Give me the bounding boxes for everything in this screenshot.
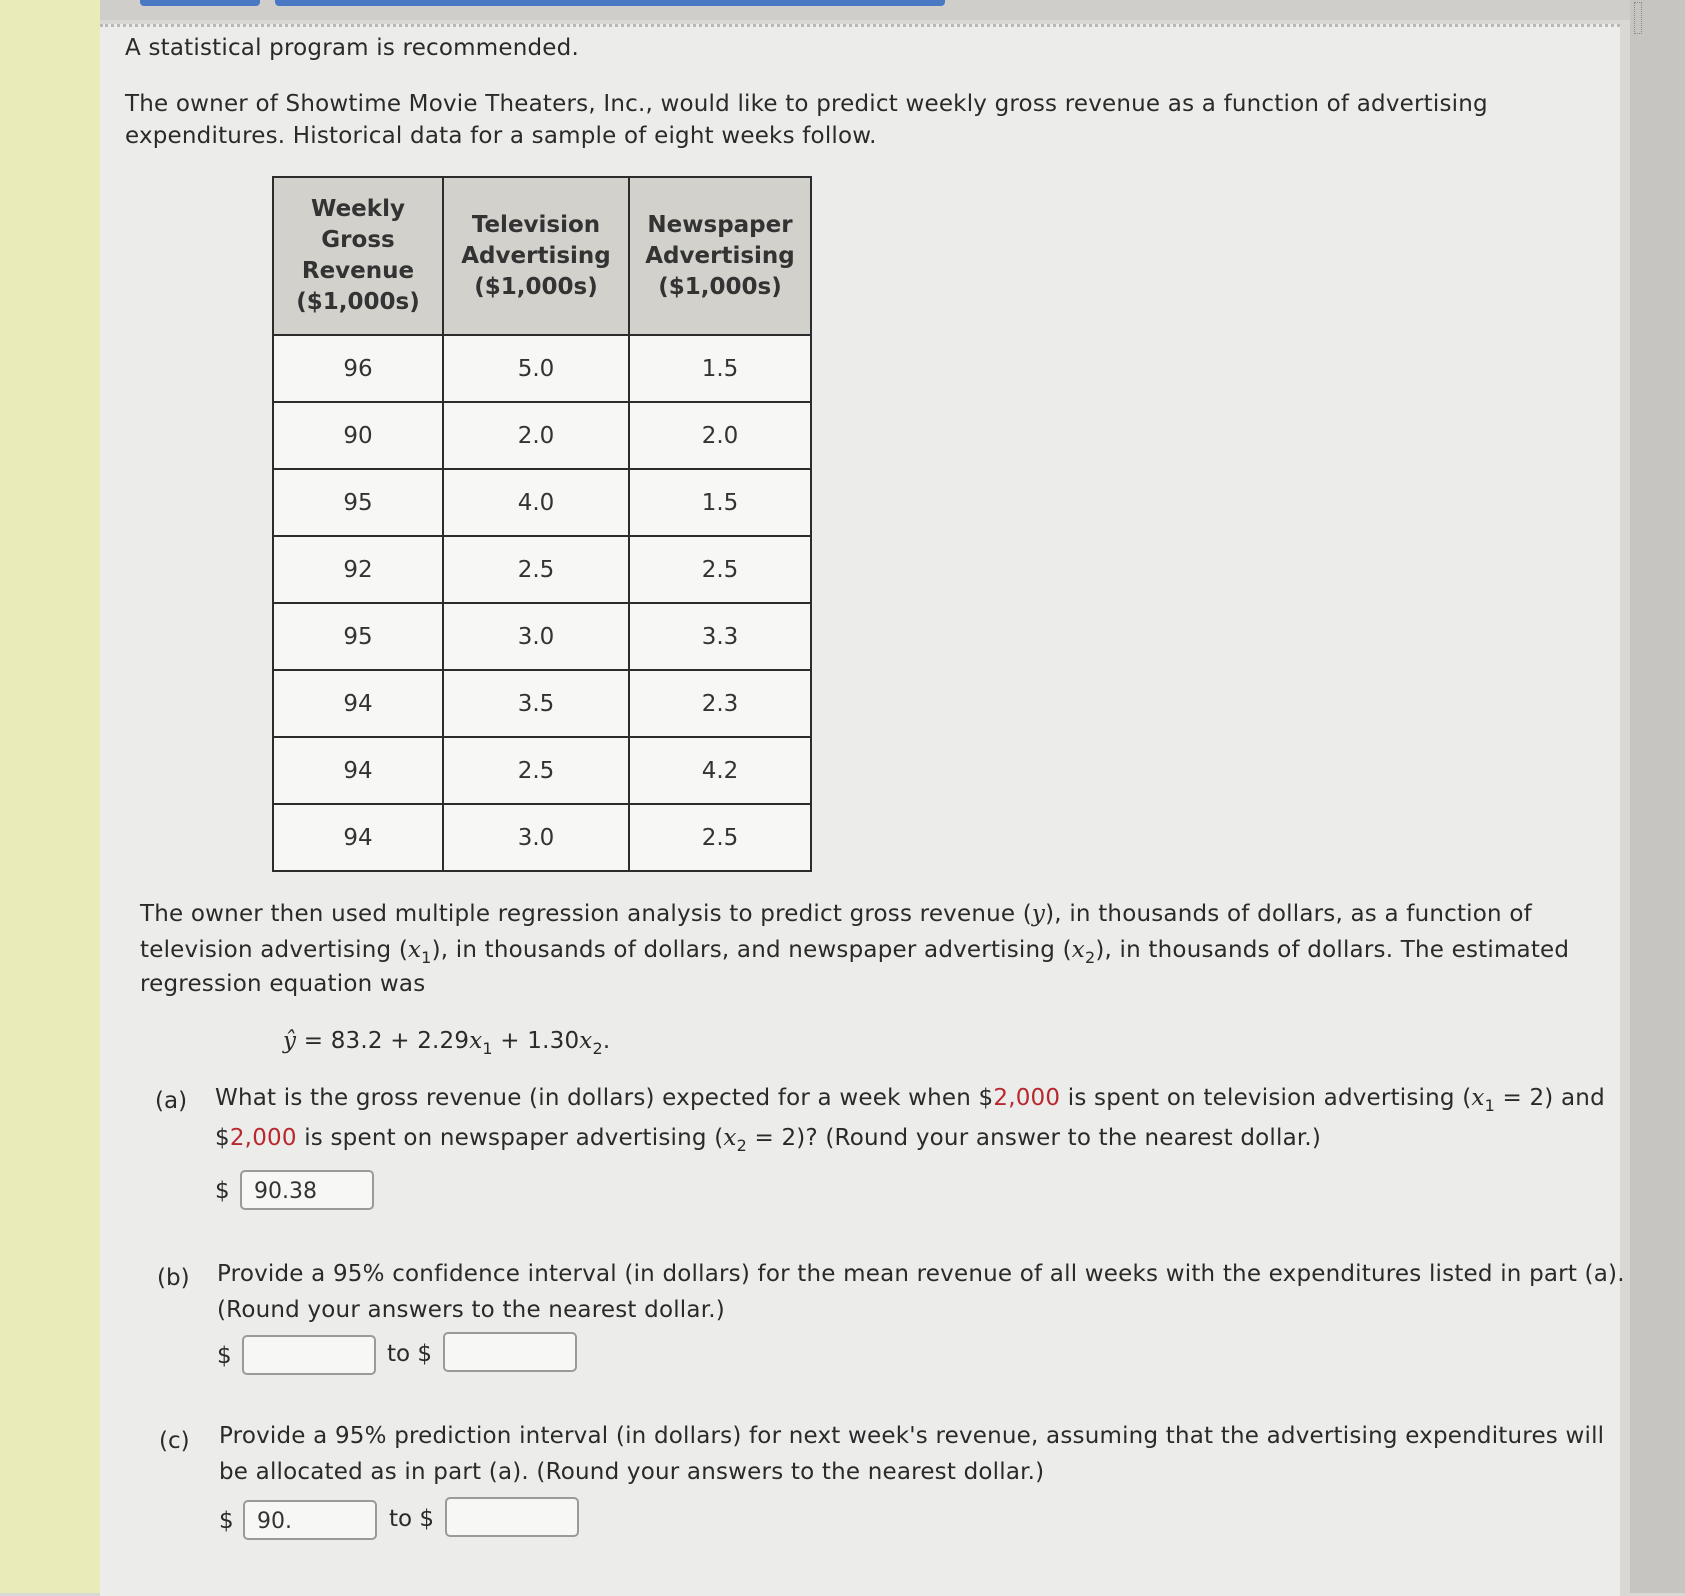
part-b-line-2: (Round your answers to the nearest dollar.): [217, 1297, 725, 1323]
part-c-lower-input[interactable]: 90.: [243, 1500, 377, 1540]
header-text: Gross: [321, 227, 395, 253]
part-b-dollar-sign: $: [217, 1343, 232, 1369]
var-x1: x: [408, 937, 422, 963]
text-run: is spent on television advertising (: [1060, 1085, 1472, 1111]
part-a-line-2: [215, 1122, 1321, 1162]
header-text: Advertising: [461, 242, 611, 269]
regression-line-3: regression equation was: [140, 971, 426, 997]
part-c-to-label: to $: [389, 1506, 435, 1532]
table-cell: 3.5: [443, 670, 629, 737]
text-run: = 83.2 + 2.29: [296, 1028, 470, 1054]
text-run: .: [602, 1028, 611, 1054]
part-a-answer-input[interactable]: 90.38: [240, 1170, 374, 1210]
part-c-marker: (c): [159, 1428, 190, 1454]
table-row: [273, 670, 811, 737]
part-b-to-label: to $: [387, 1341, 433, 1367]
header-text: ($1,000s): [474, 273, 598, 300]
table-cell: 94: [273, 737, 443, 804]
scrollbar[interactable]: [1630, 0, 1685, 1593]
top-tab[interactable]: [275, 0, 945, 6]
table-cell: 1.5: [629, 469, 811, 536]
table-cell: 2.0: [443, 402, 629, 469]
subscript: 1: [482, 1039, 493, 1058]
text-run: is spent on newspaper advertising (: [296, 1125, 724, 1151]
table-cell: 2.5: [443, 536, 629, 603]
text-run: + 1.30: [492, 1028, 580, 1054]
intro-line-2: expenditures. Historical data for a sample of eight weeks follow.: [125, 123, 877, 149]
subscript: 1: [421, 948, 432, 967]
text-run: ), in thousands of dollars. The estimated: [1095, 937, 1570, 963]
var-x2: x: [1071, 937, 1085, 963]
highlight-amount: 2,000: [993, 1085, 1061, 1111]
header-television-advertising: [443, 177, 629, 335]
table-cell: 3.3: [629, 603, 811, 670]
intro-line-1: The owner of Showtime Movie Theaters, Inc., would like to predict weekly gross revenue as a function of advertising: [125, 91, 1488, 117]
header-text: ($1,000s): [296, 289, 420, 315]
part-b-upper-input[interactable]: [443, 1332, 577, 1372]
part-a-line-1: [215, 1082, 1605, 1122]
table-cell: 96: [273, 335, 443, 402]
table-row: [273, 737, 811, 804]
table-cell: 4.2: [629, 737, 811, 804]
text-run: $: [215, 1125, 230, 1151]
var-x2: x: [579, 1028, 593, 1054]
text-run: The owner then used multiple regression analysis to predict gross revenue (: [140, 901, 1032, 927]
table-cell: 1.5: [629, 335, 811, 402]
table-cell: 5.0: [443, 335, 629, 402]
table-row: [273, 335, 811, 402]
subscript: 2: [736, 1136, 747, 1155]
table-cell: 94: [273, 670, 443, 737]
table-cell: 2.5: [629, 804, 811, 871]
part-b-lower-input[interactable]: [242, 1335, 376, 1375]
table-row: [273, 536, 811, 603]
left-highlight-strip: [0, 0, 100, 1593]
table-cell: 90: [273, 402, 443, 469]
table-cell: 2.5: [629, 536, 811, 603]
var-y: y: [1031, 901, 1046, 927]
table-cell: 95: [273, 469, 443, 536]
table-cell: 2.5: [443, 737, 629, 804]
header-text: Advertising: [645, 242, 795, 269]
regression-equation: [283, 1025, 610, 1065]
table-row: [273, 603, 811, 670]
text-run: = 2) and: [1494, 1085, 1605, 1111]
table-cell: 92: [273, 536, 443, 603]
table-header-row: [273, 177, 811, 335]
part-c-line-1: Provide a 95% prediction interval (in dollars) for next week's revenue, assuming that the advertising expenditures will: [219, 1423, 1605, 1449]
recommend-note: A statistical program is recommended.: [125, 35, 579, 61]
var-x2: x: [723, 1125, 737, 1151]
top-band: [0, 0, 1685, 20]
highlight-amount: 2,000: [229, 1125, 297, 1151]
table-cell: 2.0: [629, 402, 811, 469]
var-x1: x: [469, 1028, 483, 1054]
subscript: 2: [1084, 948, 1096, 967]
header-text: ($1,000s): [658, 273, 782, 300]
part-c-upper-input[interactable]: [445, 1497, 579, 1537]
header-text: Revenue: [301, 258, 415, 284]
header-newspaper-advertising: [629, 177, 811, 335]
var-x1: x: [1471, 1085, 1485, 1111]
table-row: [273, 402, 811, 469]
text-run: television advertising (: [140, 937, 408, 963]
header-text: Weekly: [311, 196, 405, 222]
part-b-line-1: Provide a 95% confidence interval (in dollars) for the mean revenue of all weeks with the expenditures listed in part (a).: [217, 1261, 1625, 1287]
subscript: 2: [592, 1039, 603, 1058]
table-cell: 94: [273, 804, 443, 871]
table-cell: 4.0: [443, 469, 629, 536]
subscript: 1: [1484, 1096, 1495, 1115]
part-c-dollar-sign: $: [219, 1508, 234, 1534]
text-run: ), in thousands of dollars, as a function of: [1045, 901, 1532, 927]
table-cell: 95: [273, 603, 443, 670]
part-b-marker: (b): [157, 1265, 190, 1291]
regression-line-1: [140, 898, 1532, 930]
table-cell: 3.0: [443, 804, 629, 871]
top-tab[interactable]: [140, 0, 260, 6]
table-row: [273, 804, 811, 871]
scrollbar-thumb[interactable]: [1634, 2, 1642, 34]
text-run: ), in thousands of dollars, and newspaper advertising (: [431, 937, 1072, 963]
data-table: [272, 176, 812, 872]
header-weekly-gross-revenue: [273, 177, 443, 335]
text-run: What is the gross revenue (in dollars) expected for a week when $: [215, 1085, 994, 1111]
table-cell: 2.3: [629, 670, 811, 737]
text-run: = 2)? (Round your answer to the nearest dollar.): [746, 1125, 1322, 1151]
part-a-dollar-sign: $: [215, 1178, 230, 1204]
table-row: [273, 469, 811, 536]
var-yhat: ŷ: [283, 1028, 297, 1054]
header-text: Television: [471, 211, 601, 238]
part-a-marker: (a): [155, 1088, 188, 1114]
part-c-line-2: be allocated as in part (a). (Round your answers to the nearest dollar.): [219, 1459, 1045, 1485]
table-cell: 3.0: [443, 603, 629, 670]
header-text: Newspaper: [647, 211, 793, 238]
